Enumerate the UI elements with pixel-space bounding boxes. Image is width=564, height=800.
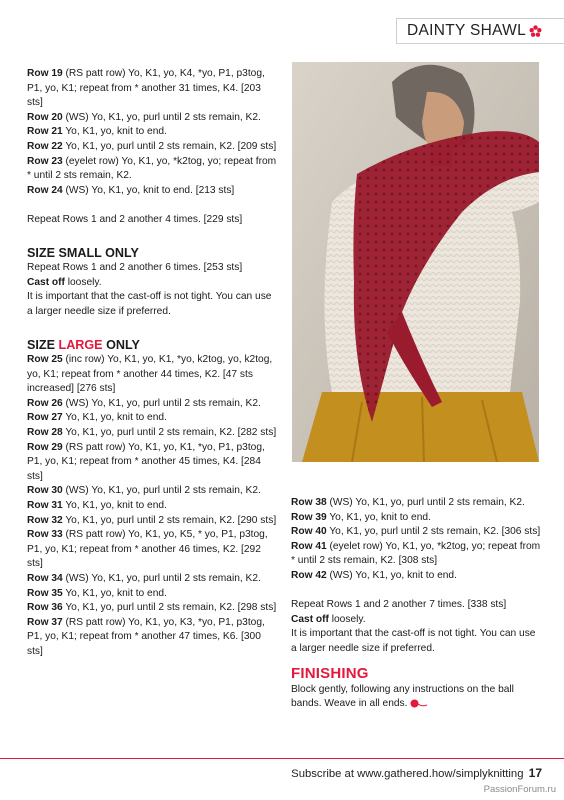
pattern-row: Row 42 (WS) Yo, K1, yo, knit to end. (291, 569, 457, 581)
pattern-row: Row 23 (eyelet row) Yo, K1, yo, *k2tog, yo; repeat from * until 2 sts remain, K2. (27, 155, 277, 182)
size-large-heading: SIZE LARGE ONLY (27, 338, 140, 353)
repeat-instruction: Repeat Rows 1 and 2 another 4 times. [229 sts] (27, 213, 243, 225)
finishing-text: Block gently, following any instructions on the ball bands. Weave in all ends. (291, 683, 514, 710)
subscribe-link[interactable]: Subscribe at www.gathered.how/simplyknitting (291, 768, 524, 780)
pattern-row: Row 21 Yo, K1, yo, knit to end. (27, 126, 167, 138)
pattern-row: Row 41 (eyelet row) Yo, K1, yo, *k2tog, yo; repeat from * until 2 sts remain, K2. [308 sts] (291, 540, 541, 567)
castoff-instruction: Cast off loosely. (27, 276, 102, 288)
castoff-note: It is important that the cast-off is not tight. You can use a larger needle size if preferred. (27, 291, 272, 317)
pattern-row: Row 20 (WS) Yo, K1, yo, purl until 2 sts remain, K2. (27, 111, 261, 123)
size-small-heading: SIZE SMALL ONLY (27, 246, 139, 261)
watermark: PassionForum.ru (483, 784, 556, 795)
pattern-row: Row 25 (inc row) Yo, K1, yo, K1, *yo, k2tog, yo, k2tog, yo, K1; repeat from * another 44 times, K2. [47 sts increased] [276 sts] (27, 354, 273, 395)
pattern-row: Row 24 (WS) Yo, K1, yo, knit to end. [213 sts] (27, 184, 235, 196)
right-column (291, 496, 541, 712)
yarn-ball-icon (410, 699, 428, 708)
castoff-instruction: Cast off loosely. (291, 613, 366, 625)
shawl-photo (292, 62, 539, 462)
repeat-instruction: Repeat Rows 1 and 2 another 6 times. [253 sts] (27, 262, 243, 274)
pattern-row: Row 26 (WS) Yo, K1, yo, purl until 2 sts remain, K2. (27, 397, 261, 409)
header-tab (396, 18, 564, 44)
pattern-row: Row 39 Yo, K1, yo, knit to end. (291, 511, 431, 523)
pattern-row: Row 19 (RS patt row) Yo, K1, yo, K4, *yo, P1, p3tog, P1, yo, K1; repeat from * another 31 times, K4. [203 sts] (27, 68, 265, 109)
pattern-row: Row 28 Yo, K1, yo, purl until 2 sts remain, K2. [282 sts] (27, 427, 277, 439)
pattern-row: Row 22 Yo, K1, yo, purl until 2 sts remain, K2. [209 sts] (27, 140, 277, 152)
repeat-instruction: Repeat Rows 1 and 2 another 7 times. [338 sts] (291, 599, 507, 611)
pattern-row: Row 36 Yo, K1, yo, purl until 2 sts remain, K2. [298 sts] (27, 602, 277, 614)
pattern-row: Row 37 (RS patt row) Yo, K1, yo, K3, *yo, P1, p3tog, P1, yo, K1; repeat from * another 47 times, K6. [300 sts] (27, 616, 265, 657)
page-number: 17 (528, 766, 542, 780)
finishing-heading: FINISHING (291, 664, 369, 682)
footer-rule (0, 758, 564, 759)
pattern-row: Row 31 Yo, K1, yo, knit to end. (27, 500, 167, 512)
pattern-row: Row 34 (WS) Yo, K1, yo, purl until 2 sts remain, K2. (27, 573, 261, 584)
pattern-row: Row 29 (RS patt row) Yo, K1, yo, K1, *yo, P1, p3tog, P1, yo, K1; repeat from * another 45 times, K4. [284 sts] (27, 441, 265, 482)
flower-icon (529, 25, 542, 38)
pattern-row: Row 30 (WS) Yo, K1, yo, purl until 2 sts remain, K2. (27, 485, 261, 497)
pattern-row: Row 27 Yo, K1, yo, knit to end. (27, 412, 167, 424)
castoff-note: It is important that the cast-off is not tight. You can use a larger needle size if preferred. (291, 628, 536, 654)
left-column (27, 67, 279, 660)
pattern-row: Row 40 Yo, K1, yo, purl until 2 sts remain, K2. [306 sts] (291, 526, 541, 538)
pattern-row: Row 32 Yo, K1, yo, purl until 2 sts remain, K2. [290 sts] (27, 514, 277, 526)
pattern-row: Row 33 (RS patt row) Yo, K1, yo, K5, * yo, P1, p3tog, P1, yo, K1; repeat from * another 46 times, K2. [292 sts] (27, 529, 268, 570)
footer (291, 766, 542, 780)
page-header-title: DAINTY SHAWL (407, 22, 527, 39)
pattern-row: Row 35 Yo, K1, yo, knit to end. (27, 587, 167, 599)
pattern-row: Row 38 (WS) Yo, K1, yo, purl until 2 sts remain, K2. (291, 497, 525, 508)
